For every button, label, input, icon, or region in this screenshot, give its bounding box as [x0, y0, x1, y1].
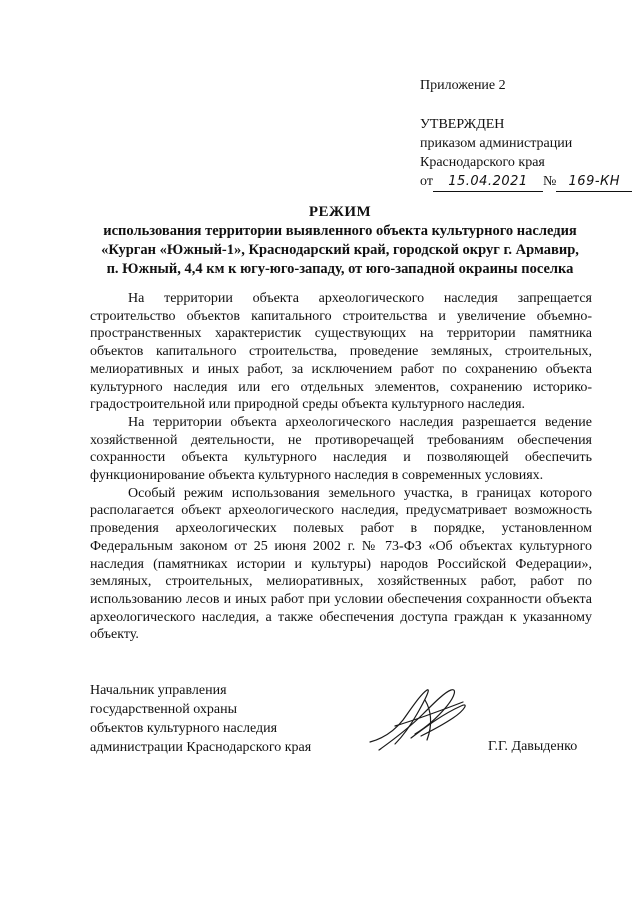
- order-prefix: от: [420, 174, 433, 189]
- body-text: [90, 290, 592, 644]
- paragraph-special-regime: Особый режим использования земельного участка, в границах которого располагается объект археологического наследия, предусматривает возможность проведения археологических полевых работ в порядке, установленном Федеральным законом от 25 июня 2002 г. № 73-ФЗ «Об объектах культурного наследия (памятниках истории и культуры) народов Российской Федерации», земляных, строительных, мелиоративных, хозяйственных работ, работ по использованию лесов и иных работ при условии обеспечения сохранности объекта археологического наследия, а также обеспечения доступа граждан к указанному объекту.: [90, 485, 592, 643]
- title-line-2: «Курган «Южный-1», Краснодарский край, городской округ г. Армавир,: [101, 242, 579, 258]
- appendix-label: Приложение 2: [420, 78, 506, 93]
- signatory-name: Г.Г. Давыденко: [488, 739, 578, 754]
- approval-block: [420, 115, 632, 192]
- position-line-1: Начальник управления: [90, 683, 227, 698]
- document-title: [60, 203, 620, 279]
- paragraph-prohibitions: На территории объекта археологического наследия запрещается строительство объектов капитального строительства и увеличение объемно-пространственных характеристик существующих на территории памятника объектов капитального строительства, проведение земляных, строительных, мелиоративных и иных работ, за исключением работ по сохранению объекта культурного наследия или его отдельных элементов, сохранению историко-градостроительной или природной среды объекта культурного наследия.: [90, 291, 592, 413]
- approved-title: УТВЕРЖДЕН: [420, 117, 505, 132]
- title-line-1: использования территории выявленного объекта культурного наследия: [103, 223, 577, 239]
- paragraph-permissions: На территории объекта археологического наследия разрешается ведение хозяйственной деятельности, не противоречащей требованиям обеспечения сохранности объекта культурного наследия и позволяющей обеспечить функционирование объекта культурного наследия в современных условиях.: [90, 414, 592, 484]
- position-line-2: государственной охраны: [90, 702, 238, 717]
- position-line-4: администрации Краснодарского края: [90, 740, 312, 755]
- title-main: РЕЖИМ: [308, 204, 372, 220]
- approved-line-2: Краснодарского края: [420, 155, 545, 170]
- order-number: 169-КН: [556, 172, 632, 192]
- signatory-position: [90, 681, 311, 757]
- title-line-3: п. Южный, 4,4 км к югу-юго-западу, от юго-западной окраины поселка: [106, 261, 574, 277]
- approved-line-1: приказом администрации: [420, 136, 573, 151]
- order-line: [420, 172, 632, 192]
- order-date: 15.04.2021: [433, 172, 543, 192]
- order-number-sign: №: [542, 174, 557, 189]
- position-line-3: объектов культурного наследия: [90, 721, 278, 736]
- handwritten-signature: [365, 680, 475, 760]
